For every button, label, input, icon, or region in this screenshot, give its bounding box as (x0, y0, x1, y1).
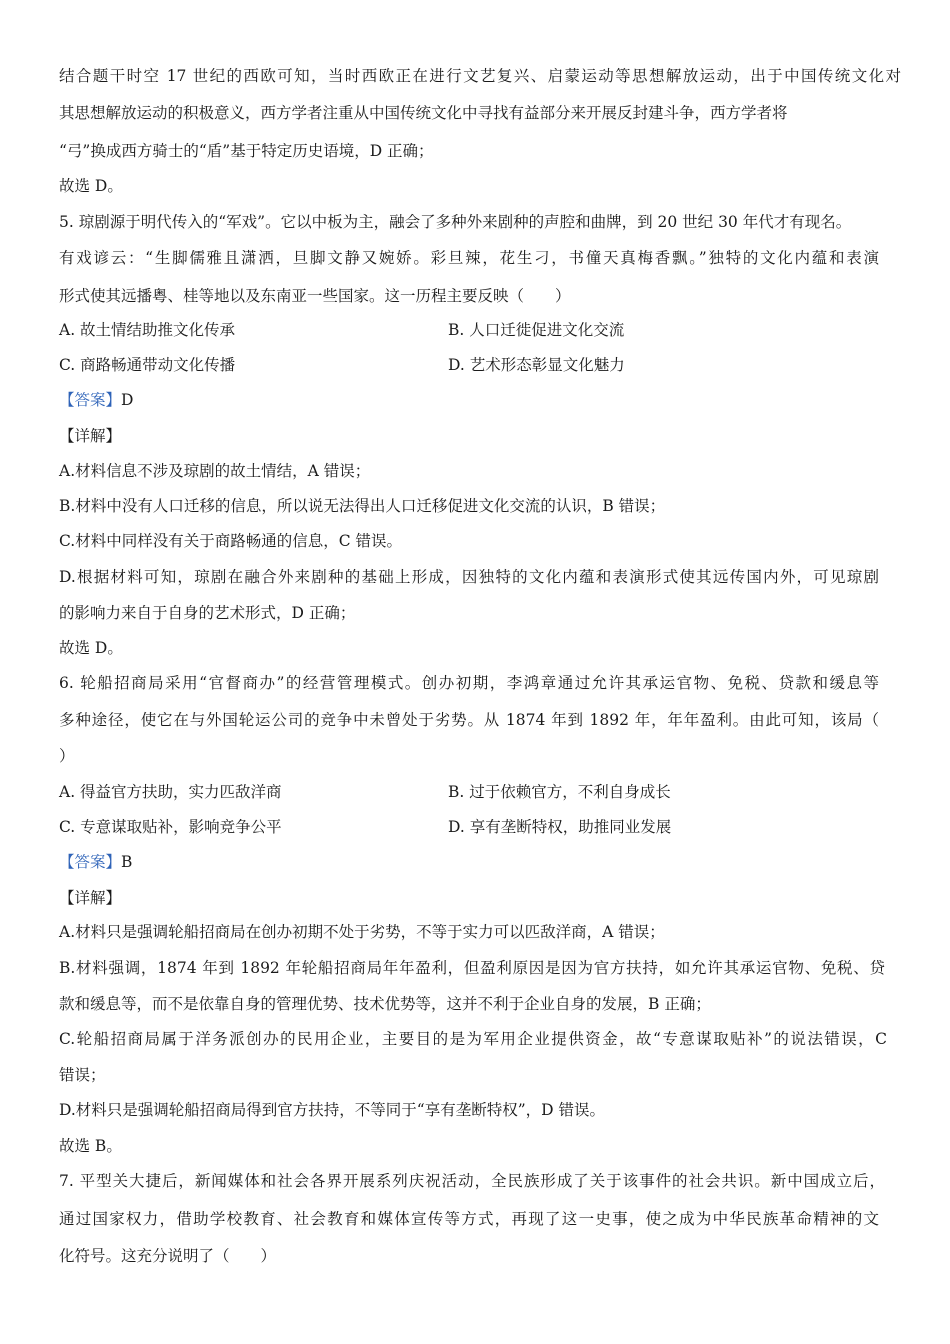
q6-option-d: D. 享有垄断特权，助推同业发展 (448, 818, 672, 836)
q5-option-c: C. 商路畅通带动文化传播 (59, 356, 236, 374)
q7-stem-line-2: 通过国家权力，借助学校教育、社会教育和媒体宣传等方式，再现了这一史事，使之成为中华民族革命精神的文 (59, 1210, 879, 1228)
q5-explain-a: A.材料信息不涉及琼剧的故土情结，A 错误； (59, 462, 371, 480)
q7-stem-line-3: 化符号。这充分说明了（ ） (59, 1247, 277, 1265)
q6-explain-b-line-2: 款和缓息等，而不是依靠自身的管理优势、技术优势等，这并不利于企业自身的发展，B 正确； (59, 995, 711, 1013)
q6-explain-b-line-1: B.材料强调，1874 年到 1892 年轮船招商局年年盈利，但盈利原因是因为官方扶持，如允许其承运官物、免税、贷 (59, 959, 885, 977)
q6-explain-c-line-1: C.轮船招商局属于洋务派创办的民用企业，主要目的是为军用企业提供资金，故“专意谋取贴补”的说法错误，C (59, 1030, 887, 1048)
q6-stem-line-2: 多种途径，使它在与外国轮运公司的竞争中未曾处于劣势。从 1874 年到 1892 年，年年盈利。由此可知，该局（ (59, 711, 879, 729)
q5-stem-line-2: 有戏谚云：“生脚儒雅且潇洒，旦脚文静又婉娇。彩旦辣，花生刁，书僮天真梅香飘。”独特的文化内蕴和表演 (59, 249, 879, 267)
prev-conclusion: 故选 D。 (59, 177, 123, 195)
q5-conclusion: 故选 D。 (59, 639, 123, 657)
q5-explain-d-line-2: 的影响力来自于自身的艺术形式，D 正确； (59, 604, 356, 622)
q6-explain-a: A.材料只是强调轮船招商局在创办初期不处于劣势，不等于实力可以匹敌洋商，A 错误； (59, 923, 665, 941)
q6-option-c: C. 专意谋取贴补，影响竞争公平 (59, 818, 282, 836)
q5-explain-d-line-1: D.根据材料可知，琼剧在融合外来剧种的基础上形成，因独特的文化内蕴和表演形式使其远传国内外，可见琼剧 (59, 568, 879, 586)
q7-stem-line-1: 7. 平型关大捷后，新闻媒体和社会各界开展系列庆祝活动，全民族形成了关于该事件的社会共识。新中国成立后， (59, 1172, 885, 1190)
prev-explanation-line-3: “弓”换成西方骑士的“盾”基于特定历史语境，D 正确； (59, 142, 434, 160)
q5-answer-tag: 【答案】 (59, 391, 122, 409)
q6-explain-c-line-2: 错误； (59, 1066, 106, 1084)
q5-answer (59, 390, 133, 410)
q6-explain-d: D.材料只是强调轮船招商局得到官方扶持，不等同于“享有垄断特权”，D 错误。 (59, 1101, 606, 1119)
prev-explanation-line-2: 其思想解放运动的积极意义，西方学者注重从中国传统文化中寻找有益部分来开展反封建斗争，西方学者将 (59, 104, 788, 122)
q6-answer (59, 852, 132, 872)
q5-stem-line-3: 形式使其远播粤、桂等地以及东南亚一些国家。这一历程主要反映（ ） (59, 287, 571, 305)
q6-answer-tag: 【答案】 (59, 853, 122, 871)
q5-explain-b: B.材料中没有人口迁移的信息，所以说无法得出人口迁移促进文化交流的认识，B 错误； (59, 497, 666, 515)
q6-answer-value: B (121, 853, 133, 871)
q6-stem-line-1: 6. 轮船招商局采用“官督商办”的经营管理模式。创办初期，李鸿章通过允许其承运官物、免税、贷款和缓息等 (59, 674, 879, 692)
q5-stem-line-1: 5. 琼剧源于明代传入的“军戏”。它以中板为主，融会了多种外来剧种的声腔和曲牌，到 20 世纪 30 年代才有现名。 (59, 213, 852, 231)
q6-stem-line-3: ） (59, 747, 75, 765)
q5-answer-value: D (121, 391, 134, 409)
q6-option-b: B. 过于依赖官方，不利自身成长 (448, 783, 671, 801)
q5-explain-c: C.材料中同样没有关于商路畅通的信息，C 错误。 (59, 532, 403, 550)
q5-option-b: B. 人口迁徙促进文化交流 (448, 321, 625, 339)
q5-option-d: D. 艺术形态彰显文化魅力 (448, 356, 625, 374)
q5-option-a: A. 故土情结助推文化传承 (59, 321, 236, 339)
q6-detail-tag: 【详解】 (59, 889, 122, 907)
q6-option-a: A. 得益官方扶助，实力匹敌洋商 (59, 783, 282, 801)
q6-conclusion: 故选 B。 (59, 1137, 122, 1155)
q5-detail-tag: 【详解】 (59, 427, 122, 445)
prev-explanation-line-1: 结合题干时空 17 世纪的西欧可知，当时西欧正在进行文艺复兴、启蒙运动等思想解放运动，出于中国传统文化对 (59, 67, 901, 85)
